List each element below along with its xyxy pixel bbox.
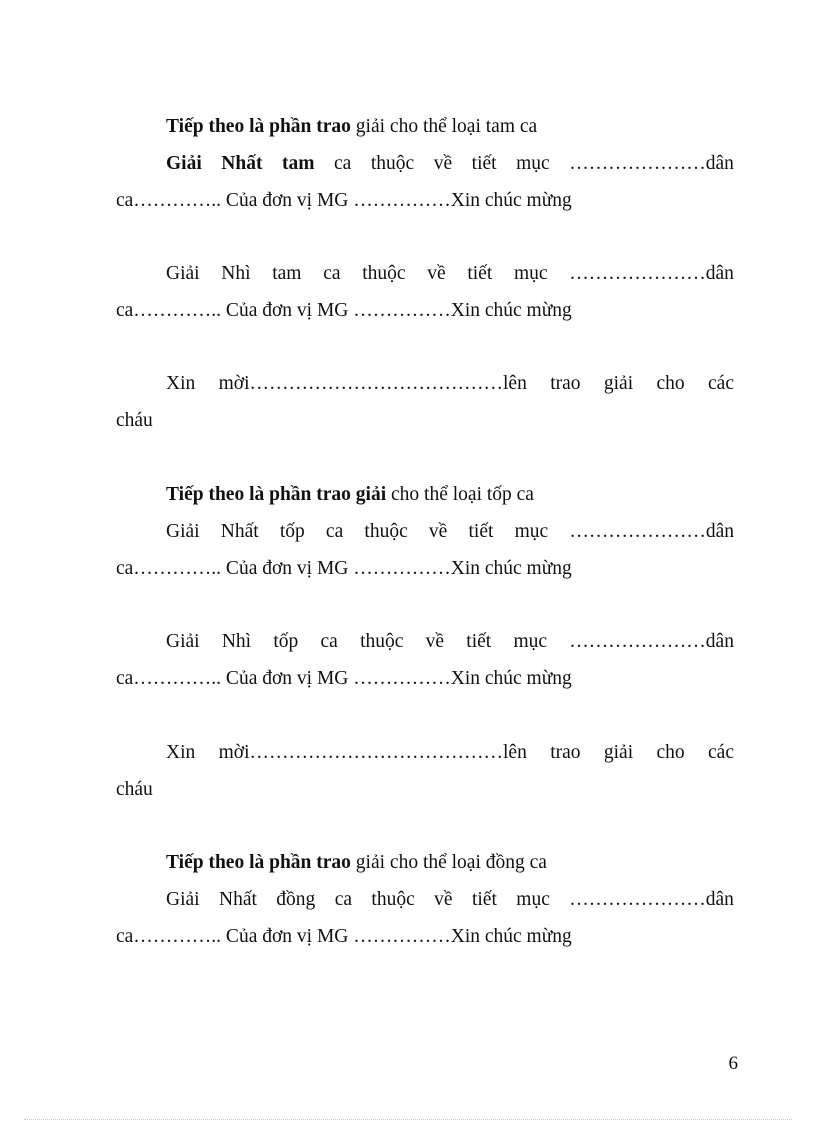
award-word: thuộc (360, 631, 404, 652)
award-word: thuộc (370, 153, 415, 174)
award-word: về (427, 263, 446, 284)
award-word: thuộc (362, 263, 406, 284)
award-word: Nhì (221, 631, 252, 652)
award-line-continuation: ca………….. Của đơn vị MG ……………Xin chúc mừng (116, 668, 572, 689)
invite-line (166, 741, 734, 765)
award-word: về (433, 153, 453, 174)
footer-divider (24, 1119, 792, 1120)
award-line-continuation: ca………….. Của đơn vị MG ……………Xin chúc mừng (116, 190, 572, 211)
award-word: Giải (166, 153, 202, 174)
award-word: …………………dân (569, 631, 734, 652)
intro-bold-text: Tiếp theo là phần trao (166, 852, 351, 873)
award-word: mục (516, 889, 550, 910)
intro-text: cho thể loại tốp ca (386, 484, 534, 505)
award-word: mục (514, 521, 549, 542)
award-word: tiết (467, 263, 493, 284)
award-word: Nhất (218, 889, 257, 910)
award-word: đồng (276, 889, 316, 910)
award-word: về (428, 521, 448, 542)
award-word: …………………dân (569, 263, 734, 284)
award-word: Giải (166, 889, 200, 910)
award-word: mục (513, 631, 548, 652)
invite-word: cho (656, 373, 685, 394)
award-word: Giải (166, 631, 200, 652)
invite-word: giải (603, 373, 634, 394)
award-word: ca (325, 521, 344, 542)
award-word: Nhất (221, 153, 263, 174)
invite-word: giải (603, 742, 634, 763)
award-line-continuation: ca………….. Của đơn vị MG ……………Xin chúc mừng (116, 558, 572, 579)
section-intro (166, 115, 734, 139)
award-word: mục (513, 263, 548, 284)
award-word: Nhất (220, 521, 259, 542)
award-word: Giải (166, 521, 200, 542)
section-intro (166, 483, 734, 507)
invite-line (166, 372, 734, 396)
award-word: ca (323, 263, 341, 284)
invite-word: mời…………………………………lên (218, 742, 527, 763)
award-word: tam (272, 263, 302, 284)
award-word: ca (334, 889, 353, 910)
award-word: tam (282, 153, 315, 174)
section-intro (166, 851, 734, 875)
invite-word: các (708, 373, 734, 394)
award-line-continuation: ca………….. Của đơn vị MG ……………Xin chúc mừng (116, 926, 572, 947)
award-word: thuộc (371, 889, 415, 910)
intro-text: giải cho thể loại tam ca (350, 116, 538, 137)
award-line (166, 262, 734, 286)
award-word: ca (320, 631, 338, 652)
award-word: về (434, 889, 453, 910)
award-word: về (425, 631, 445, 652)
award-word: ca (334, 153, 352, 174)
invite-word: Xin (166, 742, 196, 763)
award-word: tiết (471, 153, 497, 174)
invite-word: các (708, 742, 734, 763)
invite-word: Xin (166, 373, 196, 394)
award-word: …………………dân (569, 153, 734, 174)
award-word: Nhì (221, 263, 251, 284)
intro-bold-text: Tiếp theo là phần trao giải (166, 484, 387, 505)
award-word: tiết (466, 631, 492, 652)
award-word: tốp (279, 521, 305, 542)
award-line (166, 888, 734, 912)
intro-text: giải cho thể loại đồng ca (350, 852, 547, 873)
award-word: …………………dân (569, 521, 734, 542)
award-word: tiết (471, 889, 497, 910)
invite-word: mời…………………………………lên (218, 373, 527, 394)
award-word: tốp (273, 631, 299, 652)
award-word: Giải (166, 263, 200, 284)
invite-word: trao (550, 373, 581, 394)
award-word: mục (516, 153, 550, 174)
award-word: thuộc (364, 521, 408, 542)
award-line (166, 152, 734, 176)
intro-bold-text: Tiếp theo là phần trao (166, 116, 351, 137)
award-line (166, 520, 734, 544)
award-word: tiết (468, 521, 494, 542)
award-line-continuation: ca………….. Của đơn vị MG ……………Xin chúc mừng (116, 300, 572, 321)
award-line (166, 630, 734, 654)
award-word: …………………dân (569, 889, 734, 910)
invite-word: cho (656, 742, 685, 763)
invite-line-continuation: cháu (116, 779, 153, 800)
invite-word: trao (550, 742, 581, 763)
page-number: 6 (728, 1053, 738, 1074)
invite-line-continuation: cháu (116, 410, 153, 431)
